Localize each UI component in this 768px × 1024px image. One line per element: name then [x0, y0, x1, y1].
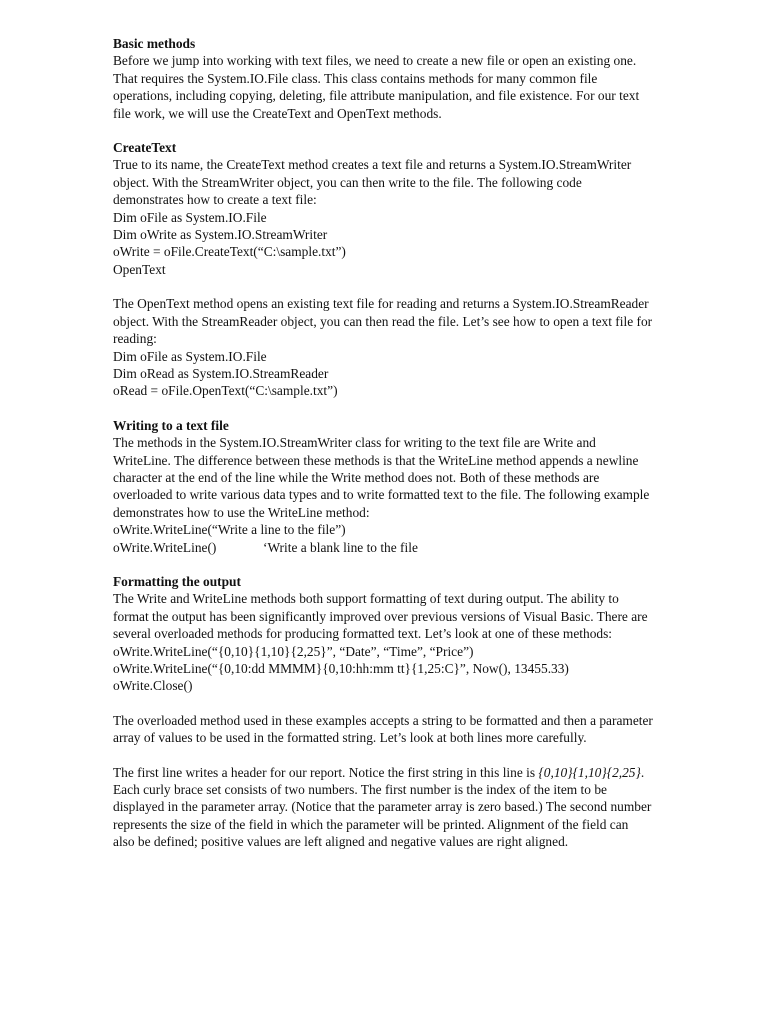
code-statement: oWrite.WriteLine()	[113, 539, 217, 555]
heading-writing: Writing to a text file	[113, 417, 229, 433]
opentext-label: OpenText	[113, 261, 166, 277]
paragraph-first-line	[113, 764, 653, 851]
paragraph-basic-methods: Before we jump into working with text files, we need to create a new file or open an existing one. That requires the System.IO.File class. This class contains methods for many common file operations, including copying, deleting, file attribute manipulation, and file existence. For our text file work, we will use the CreateText and OpenText methods.	[113, 53, 640, 121]
code-line: Dim oFile as System.IO.File	[113, 348, 267, 364]
code-line: Dim oWrite as System.IO.StreamWriter	[113, 227, 328, 243]
paragraph-formatting: The Write and WriteLine methods both support formatting of text during output. The ability to format the output has been significantly improved over previous versions of Visual Basic. There are several overloaded methods for producing formatted text. Let’s look at one of these methods:	[113, 591, 648, 642]
code-line: Dim oRead as System.IO.StreamReader	[113, 365, 329, 381]
code-line	[113, 539, 653, 556]
code-line: oWrite.WriteLine(“{0,10:dd MMMM}{0,10:hh:mm tt}{1,25:C}”, Now(), 13455.33)	[113, 661, 569, 676]
code-line: oWrite.WriteLine(“{0,10}{1,10}{2,25}”, “Date”, “Time”, “Price”)	[113, 643, 474, 659]
heading-basic-methods: Basic methods	[113, 36, 196, 51]
code-comment: ‘Write a blank line to the file	[263, 539, 418, 555]
paragraph-createtext: True to its name, the CreateText method creates a text file and returns a System.IO.StreamWriter object. With the StreamWriter object, you can then write to the file. The following code demonstrates how to create a text file:	[113, 157, 632, 208]
code-line: Dim oFile as System.IO.File	[113, 209, 267, 225]
heading-formatting: Formatting the output	[113, 573, 241, 589]
text-run: . Each curly brace set consists of two numbers. The first number is the index of the item to be displayed in the parameter array. (Notice that the parameter array is zero based.) The second number represents the size of the field in which the parameter will be printed. Alignment of the field can also be defined; positive values are left aligned and negative values are right aligned.	[113, 764, 652, 850]
paragraph-overloaded: The overloaded method used in these examples accepts a string to be formatted and then a parameter array of values to be used in the formatted string. Let’s look at both lines more carefully.	[113, 712, 653, 746]
document-page	[113, 35, 653, 851]
paragraph-opentext: The OpenText method opens an existing text file for reading and returns a System.IO.StreamReader object. With the StreamReader object, you can then read the file. Let’s see how to open a text file for reading:	[113, 296, 653, 347]
code-line: oWrite.Close()	[113, 678, 193, 694]
heading-createtext: CreateText	[113, 140, 177, 156]
code-line: oRead = oFile.OpenText(“C:\sample.txt”)	[113, 383, 338, 399]
text-run: The first line writes a header for our report. Notice the first string in this line is	[113, 764, 539, 780]
code-line: oWrite = oFile.CreateText(“C:\sample.txt”)	[113, 244, 346, 260]
paragraph-writing: The methods in the System.IO.StreamWriter class for writing to the text file are Write and WriteLine. The difference between these methods is that the WriteLine method appends a newline character at the end of the line while the Write method does not. Both of these methods are overloaded to write various data types and to write formatted text to the file. The following example demonstrates how to use the WriteLine method:	[113, 435, 650, 520]
code-line: oWrite.WriteLine(“Write a line to the file”)	[113, 522, 346, 538]
italic-format-string: {0,10}{1,10}{2,25}	[538, 764, 641, 780]
